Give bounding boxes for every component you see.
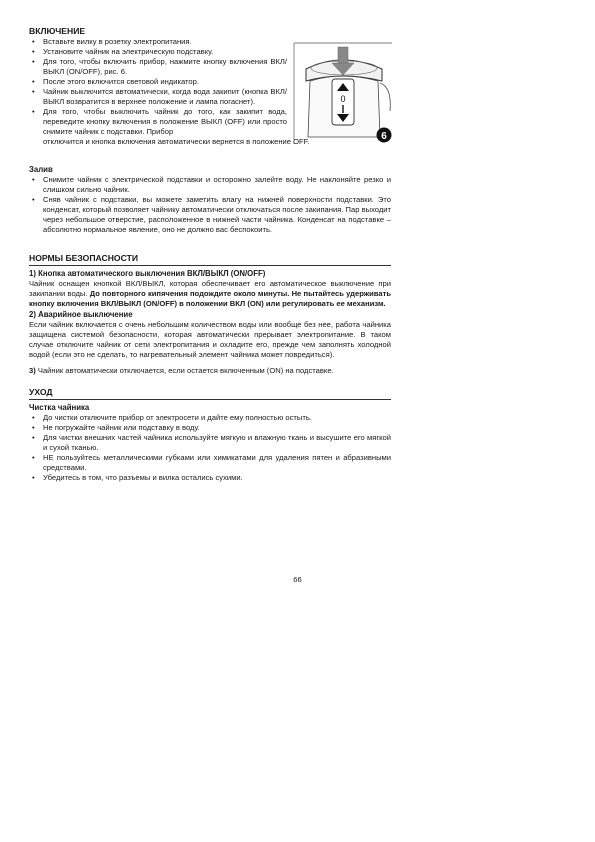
section-care-list (29, 413, 391, 483)
safety-sub3-number: 3) (29, 366, 36, 375)
svg-text:0: 0 (340, 94, 346, 104)
safety-sub3-text (29, 366, 391, 376)
section-fill-list (29, 175, 391, 235)
list-item: • Снимите чайник с электрической подставки и осторожно залейте воду. Не наклоняйте резко и слишком сильно чайник. (29, 175, 391, 195)
list-item: • Для того, чтобы выключить чайник до того, как закипит вода, переведите кнопку включения в положение ВЫКЛ (OFF) или просто снимите чайник с подставки. Прибор (29, 107, 287, 137)
figure-number: 6 (381, 131, 387, 142)
list-item: • Для чистки внешних частей чайника используйте мягкую и влажную ткань и высушите его мягкой и сухой тканью. (29, 433, 391, 453)
safety-sub1-bold: До повторного кипячения подождите около минуты. Не пытайтесь удерживать кнопку включения ВКЛ/ВЫКЛ (ON/OFF) в положении ВКЛ (ON) или регулировать ее механизм. (29, 289, 391, 308)
section-on-tail: отключится и кнопка включения автоматически вернется в положение OFF. (43, 137, 310, 146)
list-item: • Для того, чтобы включить прибор, нажмите кнопку включения ВКЛ/ВЫКЛ (ON/OFF), рис. 6. (29, 57, 287, 77)
safety-sub2-text: Если чайник включается с очень небольшим количеством воды или вообще без нее, работа чайника защищена системой безопасности, которая автоматически прерывает электропитание. В таком случае отключите чайник от сети электропитания и охладите его, прежде чем заполнять холодной водой (если это не сделать, то нагревательный элемент чайника может повредиться). (29, 320, 391, 359)
list-item: • Не погружайте чайник или подставку в воду. (29, 423, 391, 433)
page-number: 66 (293, 575, 302, 584)
section-care-title: УХОД (29, 387, 391, 400)
list-item: • Установите чайник на электрическую подставку. (29, 47, 287, 57)
safety-sub1-title: 1) Кнопка автоматического выключения ВКЛ/ВЫКЛ (ON/OFF) (29, 269, 266, 278)
list-item: • Чайник выключится автоматически, когда вода закипит (кнопка ВКЛ/ВЫКЛ возвратится в верхнее положение и лампа погаснет). (29, 87, 287, 107)
list-item: • Вставьте вилку в розетку электропитания. (29, 37, 287, 47)
list-item: • После этого включится световой индикатор. (29, 77, 287, 87)
press-arrow-icon (338, 47, 348, 65)
kettle-lid-switch-illustration (292, 41, 394, 146)
section-on-title: ВКЛЮЧЕНИЕ (29, 26, 86, 36)
section-safety-title: НОРМЫ БЕЗОПАСНОСТИ (29, 253, 391, 266)
safety-sub2-title: 2) Аварийное выключение (29, 310, 133, 319)
care-sub-title: Чистка чайника (29, 403, 90, 412)
list-item: • Убедитесь в том, что разъемы и вилка остались сухими. (29, 473, 391, 483)
section-fill-title: Залив (29, 165, 53, 174)
section-on-list (29, 37, 287, 137)
list-item: • Сняв чайник с подставки, вы можете заметить влагу на нижней поверхности подставки. Это конденсат, который позволяет чайнику автоматически отключаться после закипания. Пар выходит через небольшое отверстие, расположенное в нижней части чайника. Конденсат на подставке – абсолютно нормальное явление, оно не должно вас беспокоить. (29, 195, 391, 235)
safety-sub1-normal: Чайник оснащен кнопкой ВКЛ/ВЫКЛ, которая обеспечивает его автоматическое выключение при закипании воды. (29, 279, 391, 298)
list-item: • До чистки отключите прибор от электросети и дайте ему полностью остыть. (29, 413, 391, 423)
safety-sub3-body: Чайник автоматически отключается, если остается включенным (ON) на подставке. (37, 366, 334, 375)
list-item: • НЕ пользуйтесь металлическими губками или химикатами для удаления пятен и абразивными средствами. (29, 453, 391, 473)
safety-sub1-text (29, 279, 391, 309)
